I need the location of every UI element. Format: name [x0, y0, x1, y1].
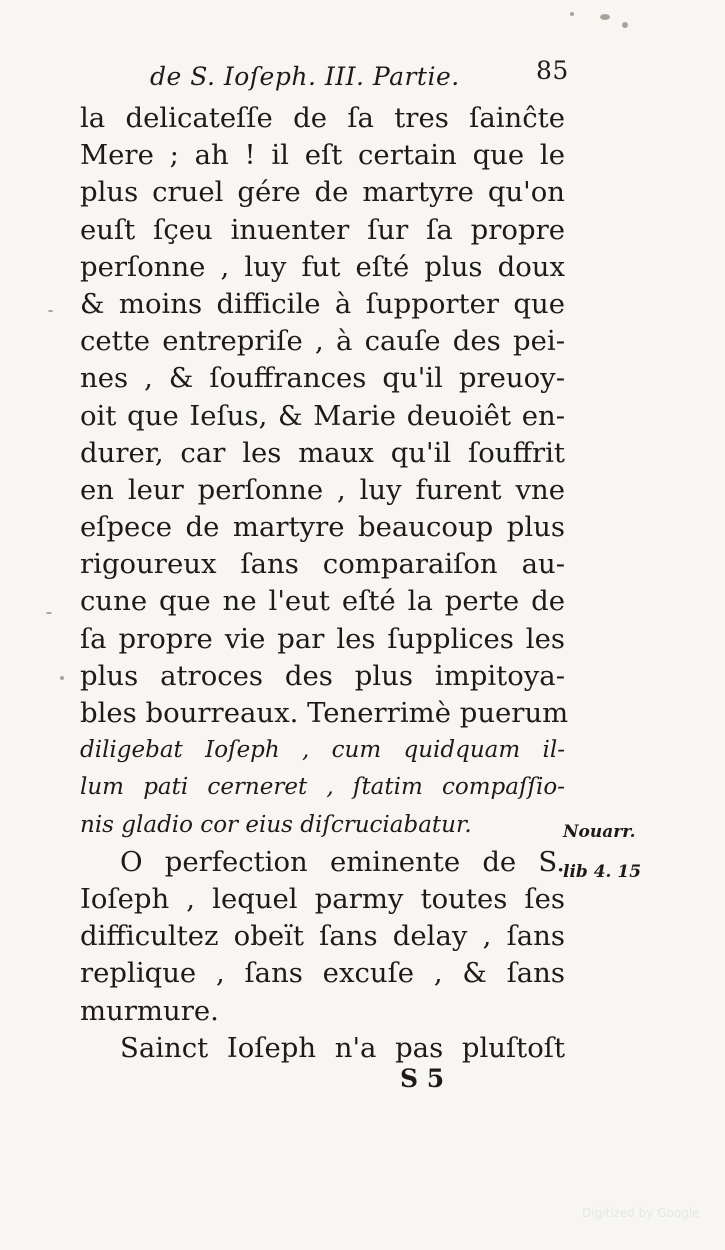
text-line: la delicateſſe de ſa tres ſainĉte: [80, 102, 565, 134]
text-line: cune que ne l'eut eſté la perte de: [80, 585, 565, 618]
text-line: Sainct Ioſeph n'a pas pluſtoſt: [120, 1031, 565, 1064]
text-line: oit que Ieſus, & Marie deuoiêt en-: [80, 399, 565, 432]
ink-speck: [60, 676, 64, 680]
margin-note-ref: lib 4. 15: [563, 862, 642, 882]
text-line: ſa propre vie par les ſupplices les: [80, 622, 565, 655]
text-line: en leur perſonne , luy furent vne: [80, 473, 565, 506]
latin-quote-line: diligebat Ioſeph , cum quidquam il-: [80, 737, 565, 764]
text-line: murmure.: [80, 994, 219, 1027]
ink-speck: [622, 22, 628, 28]
text-line: Ioſeph , lequel parmy toutes ſes: [80, 882, 565, 915]
text-line: O perfection eminente de S.: [120, 845, 565, 878]
watermark: Digitized by Google: [582, 1206, 700, 1220]
body-text: [80, 100, 569, 1067]
page-number: 85: [536, 56, 569, 85]
ink-speck: [570, 12, 574, 16]
running-header: [150, 56, 570, 91]
text-line: plus cruel gére de martyre qu'on: [80, 176, 565, 209]
text-line: nes , & ſouffrances qu'il preuoy-: [80, 362, 565, 395]
text-line: bles bourreaux. Tenerrimè puerum: [80, 697, 569, 729]
text-line: plus atroces des plus impitoya-: [80, 659, 565, 692]
text-line: perſonne , luy fut eſté plus doux: [80, 250, 565, 283]
text-line: eſpece de martyre beaucoup plus: [80, 511, 565, 544]
signature-mark: S 5: [400, 1064, 445, 1093]
text-line: Mere ; ah ! il eſt certain que le: [80, 139, 565, 172]
margin-note: [563, 812, 673, 892]
latin-quote-line: nis gladio cor eius diſcruciabatur.: [80, 811, 472, 838]
latin-quote-line: lum pati cerneret , ſtatim compaſſio-: [80, 774, 565, 801]
text-line: durer, car les maux qu'il ſouffrit: [80, 436, 565, 469]
text-line: rigoureux ſans comparaiſon au-: [80, 548, 565, 581]
ink-speck: [48, 310, 53, 312]
ink-speck: [46, 612, 52, 614]
text-line: & moins difficile à ſupporter que: [80, 287, 565, 320]
running-title: de S. Ioſeph. III. Partie.: [150, 62, 460, 91]
margin-note-source: Nouarr.: [563, 822, 636, 842]
ink-speck: [600, 14, 610, 20]
text-line: difficultez obeït ſans delay , ſans: [80, 920, 565, 953]
text-line: replique , ſans excuſe , & ſans: [80, 957, 565, 990]
text-line: euſt ſçeu inuenter ſur ſa propre: [80, 213, 565, 246]
text-line: cette entrepriſe , à cauſe des pei-: [80, 325, 565, 358]
